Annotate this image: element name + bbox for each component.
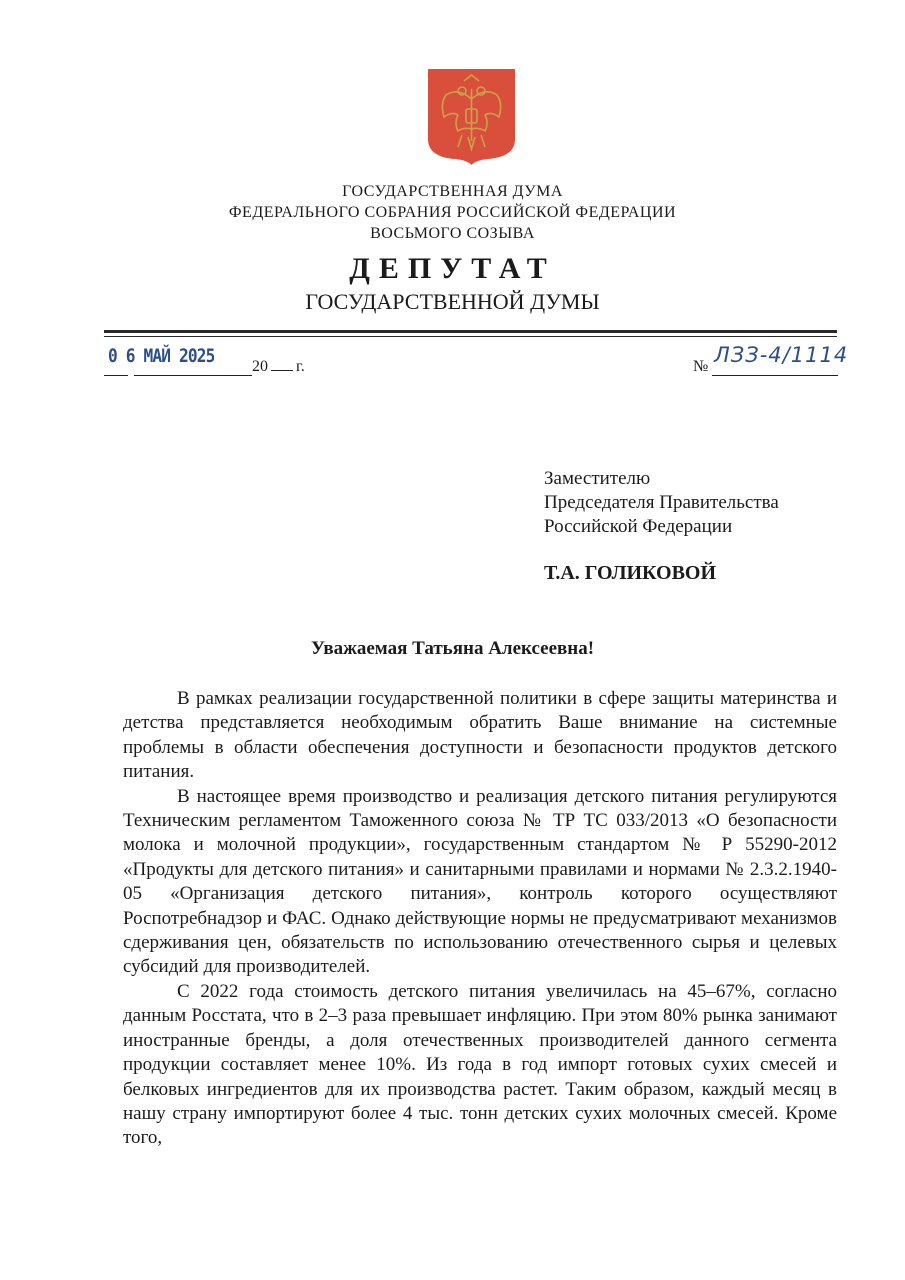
- org-name-line-3: ВОСЬМОГО СОЗЫВА: [370, 225, 535, 242]
- org-name-line-1: ГОСУДАРСТВЕННАЯ ДУМА: [342, 183, 563, 200]
- recipient-line-2: Председателя Правительства: [544, 492, 779, 513]
- letterhead-title: ДЕПУТАТ: [349, 252, 556, 285]
- letter-body: [123, 687, 837, 1151]
- document-number-label: №: [693, 358, 709, 375]
- recipient-name: Т.А. ГОЛИКОВОЙ: [544, 562, 717, 584]
- salutation: Уважаемая Татьяна Алексеевна!: [310, 638, 595, 659]
- coat-of-arms-emblem: [428, 69, 515, 165]
- date-day-line: [104, 375, 128, 376]
- org-name-line-2: ФЕДЕРАЛЬНОГО СОБРАНИЯ РОССИЙСКОЙ ФЕДЕРАЦИИ: [228, 204, 677, 221]
- header-divider-thick: [104, 330, 837, 333]
- date-stamp: 0 6 МАЙ 2025: [108, 345, 215, 367]
- date-month-line: [134, 375, 252, 376]
- document-number: ЛЗЗ-4/1114: [714, 343, 849, 367]
- letterhead-subtitle: ГОСУДАРСТВЕННОЙ ДУМЫ: [305, 289, 600, 314]
- recipient-line-3: Российской Федерации: [544, 516, 733, 537]
- recipient-line-1: Заместителю: [544, 468, 651, 489]
- document-number-line: [712, 375, 838, 376]
- date-year: 20 г.: [252, 358, 305, 375]
- paragraph: В настоящее время производство и реализация детского питания регулируются Техническим регламентом Таможенного союза № ТР ТС 033/2013 «О безопасности молока и молочной продукции», государственным стандартом № Р 55290-2012 «Продукты для детского питания» и санитарными правилами и нормами № 2.3.2.1940-05 «Организация детского питания», контроль которого осуществляют Роспотребнадзор и ФАС. Однако действующие нормы не предусматривают механизмов сдерживания цен, обязательств по использованию отечественного сырья и целевых субсидий для производителей.: [123, 785, 837, 978]
- paragraph: В рамках реализации государственной политики в сфере защиты материнства и детства представляется необходимым обратить Ваше внимание на системные проблемы в области обеспечения доступности и безопасности продуктов детского питания.: [123, 688, 837, 783]
- header-divider-thin: [104, 336, 837, 337]
- paragraph: С 2022 года стоимость детского питания увеличилась на 45–67%, согласно данным Росстата, что в 2–3 раза превышает инфляцию. При этом 80% рынка занимают иностранные бренды, а доля отечественных производителей данного сегмента продукции составляет менее 10%. Из года в год импорт готовых сухих смесей и белковых ингредиентов для их производства растет. Таким образом, каждый месяц в нашу страну импортируют более 4 тыс. тонн детских сухих молочных смесей. Кроме того,: [123, 980, 837, 1149]
